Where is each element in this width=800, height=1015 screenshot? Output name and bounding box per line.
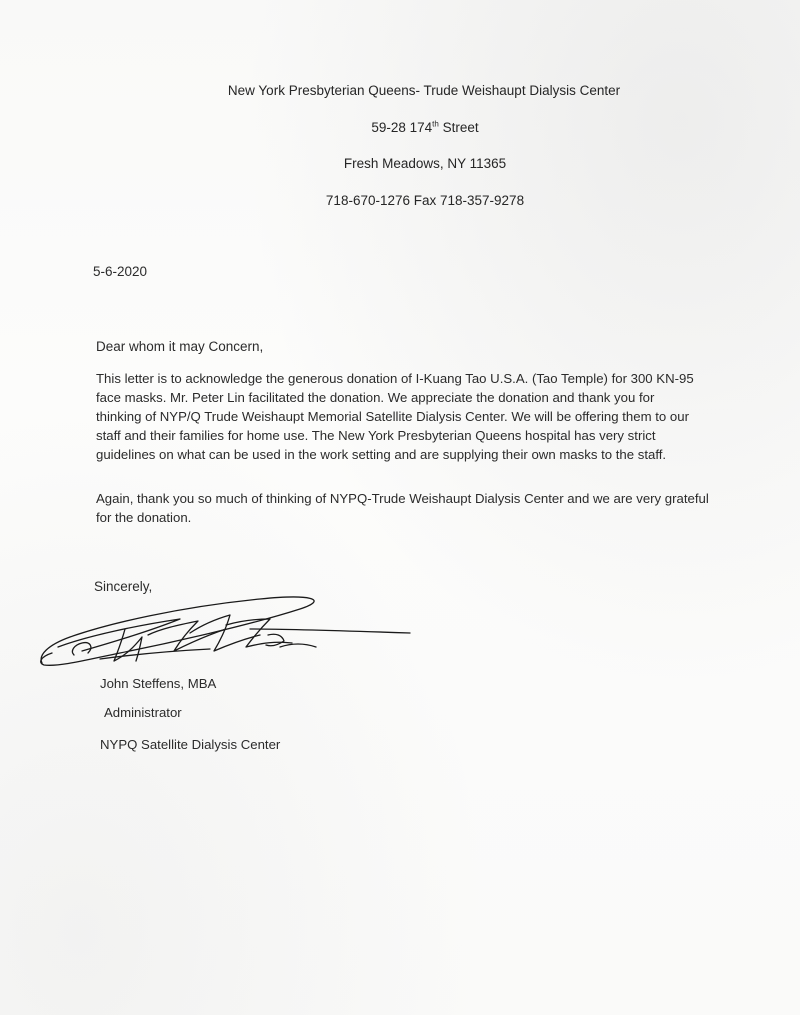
letterhead-city: Fresh Meadows, NY 11365 xyxy=(343,156,507,171)
letterhead-name: New York Presbyterian Queens- Trude Weishaupt Dialysis Center xyxy=(227,83,621,98)
handwritten-signature xyxy=(30,585,430,685)
signer-title: Administrator xyxy=(104,705,182,720)
signer-name: John Steffens, MBA xyxy=(100,676,217,691)
paragraph-line: Again, thank you so much of thinking of NYPQ-Trude Weishaupt Dialysis Center and we are very grateful xyxy=(96,491,709,506)
letterhead-phone-fax: 718-670-1276 Fax 718-357-9278 xyxy=(325,193,525,208)
paragraph-line: for the donation. xyxy=(96,510,192,525)
closing: Sincerely, xyxy=(94,579,153,594)
street-suffix: th xyxy=(432,119,439,129)
paragraph-line: face masks. Mr. Peter Lin facilitated the donation. We appreciate the donation and thank you for xyxy=(96,390,655,405)
paragraph-line: This letter is to acknowledge the generous donation of I-Kuang Tao U.S.A. (Tao Temple) for 300 KN-95 xyxy=(96,371,694,386)
letter-date: 5-6-2020 xyxy=(93,264,148,279)
salutation: Dear whom it may Concern, xyxy=(96,339,264,354)
street-name: Street xyxy=(438,120,479,135)
street-number: 59-28 174 xyxy=(371,120,433,135)
paragraph-line: staff and their families for home use. The New York Presbyterian Queens hospital has very strict xyxy=(96,428,656,443)
body-paragraph-1 xyxy=(96,369,756,464)
body-paragraph-2 xyxy=(96,489,756,527)
paragraph-line: guidelines on what can be used in the work setting and are supplying their own masks to the staff. xyxy=(96,447,667,462)
signer-organization: NYPQ Satellite Dialysis Center xyxy=(100,737,281,752)
letterhead-street xyxy=(25,120,800,135)
paragraph-line: thinking of NYP/Q Trude Weishaupt Memorial Satellite Dialysis Center. We will be offering them to our xyxy=(96,409,689,424)
